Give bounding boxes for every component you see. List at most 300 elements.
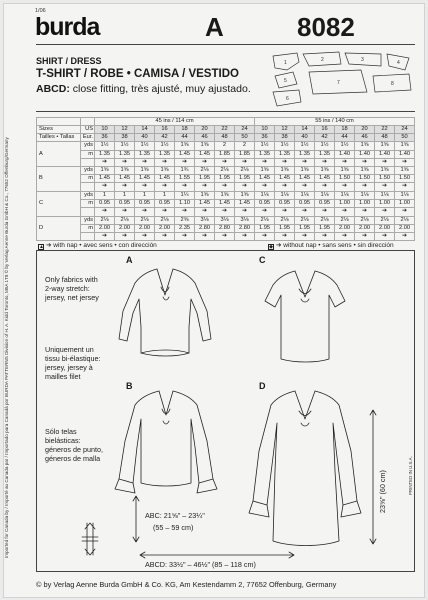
yardage-cell: 2⅛ <box>315 216 335 224</box>
yardage-table <box>36 117 415 241</box>
m-label: m <box>81 150 95 158</box>
yardage-cell: 1½ <box>155 142 175 150</box>
view-b-label: B <box>126 381 133 391</box>
nap-arrow-icon: ➔ <box>335 183 355 192</box>
yardage-cell: 1½ <box>135 142 155 150</box>
meters-cell: 1.45 <box>255 175 275 183</box>
view-d-meters-row <box>37 224 415 232</box>
yardage-cell: 1 <box>115 191 135 199</box>
sizes-label-fr-es: Tailles • Tallas <box>37 134 81 142</box>
us-size-cell: 16 <box>155 126 175 134</box>
us-size-cell: 22 <box>215 126 235 134</box>
nap-arrow-icon: ➔ <box>95 232 115 241</box>
yardage-cell: 1 <box>135 191 155 199</box>
nap-arrow-icon: ➔ <box>395 158 415 167</box>
view-label: A <box>37 142 81 167</box>
meters-cell: 1.45 <box>235 200 255 208</box>
eur-size-cell: 40 <box>295 134 315 142</box>
without-nap-legend <box>268 241 394 250</box>
brand-logo: burda <box>35 13 100 41</box>
nap-arrow-icon: ➔ <box>95 208 115 217</box>
meters-cell: 2.00 <box>155 224 175 232</box>
meters-cell: 1.55 <box>175 175 195 183</box>
meters-cell: 2.00 <box>395 224 415 232</box>
meters-cell: 1.35 <box>115 150 135 158</box>
yardage-cell: 2⅛ <box>115 216 135 224</box>
us-size-cell: 14 <box>135 126 155 134</box>
meters-cell: 1.50 <box>375 175 395 183</box>
nap-arrow-icon: ➔ <box>95 158 115 167</box>
title-multilingual: T-SHIRT / ROBE • CAMISA / VESTIDO <box>36 68 239 80</box>
yardage-cell: 1½ <box>295 142 315 150</box>
eur-size-cell: 44 <box>335 134 355 142</box>
piece-number: 8 <box>391 81 394 87</box>
eur-size-cell: 42 <box>315 134 335 142</box>
eur-size-cell: 48 <box>375 134 395 142</box>
meters-cell: 1.45 <box>295 175 315 183</box>
meters-cell: 1.50 <box>355 175 375 183</box>
fit-text: close fitting, très ajusté, muy ajustado. <box>69 83 251 95</box>
eur-size-cell: 38 <box>275 134 295 142</box>
nap-icon: ◆ <box>269 244 273 250</box>
meters-cell: 1.45 <box>195 200 215 208</box>
meters-cell: 1.35 <box>275 150 295 158</box>
meters-cell: 1.35 <box>295 150 315 158</box>
nap-arrow-icon: ➔ <box>395 232 415 241</box>
meters-cell: 0.95 <box>115 200 135 208</box>
meters-cell: 1.35 <box>155 150 175 158</box>
us-size-cell: 18 <box>335 126 355 134</box>
nap-arrow-icon: ➔ <box>315 208 335 217</box>
nap-arrow-icon: ➔ <box>315 232 335 241</box>
nap-arrow-icon: ➔ <box>215 158 235 167</box>
meters-cell: 1.85 <box>215 150 235 158</box>
meters-cell: 0.95 <box>275 200 295 208</box>
meters-cell: 1.35 <box>315 150 335 158</box>
nap-arrow-icon: ➔ <box>135 232 155 241</box>
nap-arrow-icon: ➔ <box>355 208 375 217</box>
view-a-meters-row <box>37 150 415 158</box>
yardage-cell: 2⅛ <box>135 216 155 224</box>
eur-size-cell: 38 <box>115 134 135 142</box>
yardage-cell: 1⅝ <box>355 142 375 150</box>
meters-cell: 2.00 <box>335 224 355 232</box>
printed-in-label <box>408 445 418 495</box>
eur-size-cell: 42 <box>155 134 175 142</box>
meters-cell: 1.40 <box>355 150 375 158</box>
view-d-label: D <box>259 381 266 391</box>
yardage-cell: 2⅝ <box>175 216 195 224</box>
eur-size-cell: 36 <box>255 134 275 142</box>
m-label: m <box>81 175 95 183</box>
us-size-cell: 18 <box>175 126 195 134</box>
with-nap-legend <box>38 241 157 250</box>
yardage-cell: 1⅝ <box>195 142 215 150</box>
meters-cell: 2.00 <box>375 224 395 232</box>
fabric-note-french: Uniquement un tissu bi-élastique: jersey, jersey à mailles filet <box>45 345 101 381</box>
nap-arrow-icon: ➔ <box>275 158 295 167</box>
piece-number: 7 <box>337 80 340 86</box>
view-c-yards-row <box>37 191 415 199</box>
yardage-cell: 2⅛ <box>375 216 395 224</box>
yardage-cell: 1⅛ <box>275 191 295 199</box>
d-length: 23⅝" (60 cm) <box>378 470 387 513</box>
printed-in-text: PRINTED IN U.S.A. <box>408 456 413 495</box>
nap-arrow-icon: ➔ <box>295 158 315 167</box>
yardage-cell: 1⅝ <box>315 167 335 175</box>
nap-arrow-icon: ➔ <box>275 208 295 217</box>
yardage-cell: 2⅛ <box>295 216 315 224</box>
meters-cell: 2.00 <box>355 224 375 232</box>
meters-cell: 2.00 <box>95 224 115 232</box>
yds-label: yds <box>81 142 95 150</box>
yardage-cell: 2⅛ <box>395 216 415 224</box>
view-a-label: A <box>126 255 133 265</box>
nap-arrow-icon: ➔ <box>155 208 175 217</box>
blank-cell <box>81 208 95 217</box>
yardage-cell: 2⅛ <box>215 167 235 175</box>
us-size-cell: 10 <box>95 126 115 134</box>
us-size-cell: 12 <box>275 126 295 134</box>
nap-arrow-icon: ➔ <box>375 158 395 167</box>
meters-cell: 1.45 <box>175 150 195 158</box>
view-c-meters-row <box>37 200 415 208</box>
yardage-table-body <box>37 118 415 241</box>
yardage-cell: 2⅛ <box>95 216 115 224</box>
nap-arrow-icon: ➔ <box>155 183 175 192</box>
nap-arrow-icon: ➔ <box>255 208 275 217</box>
nap-arrow-icon: ➔ <box>135 183 155 192</box>
meters-cell: 1.45 <box>275 175 295 183</box>
meters-cell: 0.95 <box>135 200 155 208</box>
nap-arrow-icon: ➔ <box>235 183 255 192</box>
nap-arrow-icon: ➔ <box>355 232 375 241</box>
fit-views: ABCD: <box>36 83 70 95</box>
meters-cell: 1.35 <box>95 150 115 158</box>
us-size-cell: 20 <box>195 126 215 134</box>
yardage-cell: 1⅝ <box>255 167 275 175</box>
yardage-cell: 2⅛ <box>155 216 175 224</box>
nap-arrow-icon: ➔ <box>195 208 215 217</box>
nap-arrow-icon: ➔ <box>135 208 155 217</box>
fabric-note-spanish: Sólo telas bielásticas: géneros de punto, géneros de malla <box>45 427 103 463</box>
nap-arrow-icon: ➔ <box>175 183 195 192</box>
meters-cell: 2.00 <box>115 224 135 232</box>
yardage-cell: 3⅛ <box>195 216 215 224</box>
nap-arrow-icon: ➔ <box>335 158 355 167</box>
meters-cell: 1.00 <box>335 200 355 208</box>
yardage-cell: 1⅝ <box>355 167 375 175</box>
yardage-cell: 1⅛ <box>335 191 355 199</box>
meters-cell: 1.45 <box>135 175 155 183</box>
meters-cell: 1.85 <box>235 150 255 158</box>
meters-cell: 1.45 <box>215 200 235 208</box>
blank-cell <box>81 118 95 126</box>
meters-cell: 1.95 <box>295 224 315 232</box>
m-label: m <box>81 200 95 208</box>
nap-arrow-icon: ➔ <box>115 158 135 167</box>
nap-arrow-icon: ➔ <box>275 183 295 192</box>
meters-cell: 1.00 <box>355 200 375 208</box>
nap-arrow-icon: ➔ <box>375 183 395 192</box>
meters-cell: 1.00 <box>395 200 415 208</box>
yardage-cell: 2⅛ <box>275 216 295 224</box>
nap-arrow-icon: ➔ <box>195 158 215 167</box>
issue-label: 1/06 <box>35 8 46 14</box>
eur-size-cell: 44 <box>175 134 195 142</box>
yds-label: yds <box>81 191 95 199</box>
eur-size-cell: 50 <box>235 134 255 142</box>
meters-cell: 2.35 <box>175 224 195 232</box>
yardage-cell: 1⅝ <box>135 167 155 175</box>
nap-arrow-icon: ➔ <box>355 183 375 192</box>
us-size-cell: 12 <box>115 126 135 134</box>
view-a-sketch <box>119 269 211 356</box>
blank-cell <box>37 118 81 126</box>
view-label: D <box>37 216 81 241</box>
piece-number: 3 <box>361 57 364 63</box>
meters-cell: 1.95 <box>275 224 295 232</box>
piece-number: 2 <box>321 57 324 63</box>
blank-cell <box>81 158 95 167</box>
meters-cell: 1.50 <box>335 175 355 183</box>
eur-size-cell: 40 <box>135 134 155 142</box>
difficulty-letter: A <box>205 12 224 42</box>
yardage-cell: 1⅛ <box>315 191 335 199</box>
divider <box>36 44 415 45</box>
nap-arrow-icon: ➔ <box>395 183 415 192</box>
nap-arrow-icon: ➔ <box>315 183 335 192</box>
yardage-cell: 1⅛ <box>375 191 395 199</box>
nap-arrow-icon: ➔ <box>315 158 335 167</box>
view-a-yards-row <box>37 142 415 150</box>
yardage-cell: 1⅝ <box>395 167 415 175</box>
nap-arrow-icon: ➔ <box>155 158 175 167</box>
length-arrow-icon <box>370 410 376 544</box>
meters-cell: 2.80 <box>195 224 215 232</box>
nap-arrow-icon: ➔ <box>295 208 315 217</box>
meters-cell: 1.35 <box>255 150 275 158</box>
us-size-cell: 16 <box>315 126 335 134</box>
meters-cell: 0.95 <box>155 200 175 208</box>
yardage-cell: 2⅛ <box>335 216 355 224</box>
meters-cell: 1.45 <box>115 175 135 183</box>
stretch-symbol-icon <box>82 523 98 555</box>
eur-size-cell: 36 <box>95 134 115 142</box>
meters-cell: 0.95 <box>295 200 315 208</box>
yardage-cell: 3⅛ <box>235 216 255 224</box>
view-c-sketch <box>265 271 345 362</box>
yds-label: yds <box>81 216 95 224</box>
yardage-cell: 2 <box>235 142 255 150</box>
yardage-cell: 1¾ <box>175 167 195 175</box>
width-55-header: 55 ins / 140 cm <box>255 118 415 126</box>
yardage-cell: 1⅝ <box>375 167 395 175</box>
piece-number: 6 <box>286 96 289 102</box>
us-size-cell: 10 <box>255 126 275 134</box>
illustration-panel <box>36 250 415 572</box>
meters-cell: 0.95 <box>255 200 275 208</box>
eur-sizes-row <box>37 134 415 142</box>
piece-number: 4 <box>397 60 400 66</box>
with-nap-text: ➔ with nap • avec sens • con dirección <box>46 242 157 249</box>
pattern-pieces-diagram <box>269 50 414 110</box>
meters-cell: 1.95 <box>195 175 215 183</box>
meters-cell: 1.45 <box>155 175 175 183</box>
without-nap-text: ➔ without nap • sans sens • sin dirección <box>276 242 394 249</box>
meters-cell: 1.95 <box>235 175 255 183</box>
width-45-header: 45 ins / 114 cm <box>95 118 255 126</box>
yardage-cell: 1⅝ <box>295 167 315 175</box>
view-a-arrow-row <box>37 158 415 167</box>
meters-cell: 2.80 <box>215 224 235 232</box>
us-size-cell: 22 <box>375 126 395 134</box>
yardage-cell: 2 <box>215 142 235 150</box>
nap-arrow-icon: ➔ <box>335 232 355 241</box>
yardage-cell: 1⅝ <box>235 191 255 199</box>
yardage-cell: 1⅝ <box>275 167 295 175</box>
copyright-line: © by Verlag Aenne Burda GmbH & Co. KG, Am Kestendamm 2, 77652 Offenburg, Germany <box>36 580 337 589</box>
nap-arrow-icon: ➔ <box>375 208 395 217</box>
nap-arrow-icon: ➔ <box>255 183 275 192</box>
eur-label: Eur. <box>81 134 95 142</box>
pattern-number: 8082 <box>297 12 355 42</box>
view-b-meters-row <box>37 175 415 183</box>
title-english: SHIRT / DRESS <box>36 56 102 66</box>
meters-cell: 2.00 <box>135 224 155 232</box>
yardage-cell: 2⅛ <box>195 167 215 175</box>
yardage-cell: 1⅝ <box>175 142 195 150</box>
us-size-cell: 20 <box>355 126 375 134</box>
width-header-row <box>37 118 415 126</box>
nap-arrow-icon: ➔ <box>255 232 275 241</box>
nap-arrow-icon: ➔ <box>275 232 295 241</box>
nap-arrow-icon: ➔ <box>215 183 235 192</box>
view-c-arrow-row <box>37 208 415 217</box>
nap-arrow-icon: ➔ <box>155 232 175 241</box>
eur-size-cell: 46 <box>195 134 215 142</box>
view-b-yards-row <box>37 167 415 175</box>
nap-arrow-icon: ➔ <box>235 158 255 167</box>
eur-size-cell: 50 <box>395 134 415 142</box>
yardage-cell: 1⅝ <box>215 191 235 199</box>
yardage-cell: 1⅝ <box>155 167 175 175</box>
meters-cell: 1.95 <box>215 175 235 183</box>
nap-arrow-icon: ➔ <box>195 232 215 241</box>
yardage-cell: 1½ <box>95 142 115 150</box>
yardage-cell: 2⅛ <box>355 216 375 224</box>
width-arrow-icon <box>140 552 294 558</box>
nap-arrow-icon: ➔ <box>215 232 235 241</box>
yds-label: yds <box>81 167 95 175</box>
nap-arrow-icon: ➔ <box>255 158 275 167</box>
meters-cell: 2.80 <box>235 224 255 232</box>
abc-length: ABC: 21⅝" – 23¼" <box>145 511 205 520</box>
yardage-cell: 2⅛ <box>235 167 255 175</box>
meters-cell: 1.00 <box>375 200 395 208</box>
sizes-label: Sizes <box>37 126 81 134</box>
yardage-cell: 1⅝ <box>395 142 415 150</box>
view-d-sketch <box>249 391 361 546</box>
nap-arrow-icon: ➔ <box>115 183 135 192</box>
fit-description <box>36 83 251 95</box>
nap-arrow-icon: ➔ <box>355 158 375 167</box>
yardage-cell: 1½ <box>315 142 335 150</box>
us-label: US <box>81 126 95 134</box>
yardage-cell: 2⅛ <box>255 216 275 224</box>
nap-arrow-icon: ➔ <box>335 208 355 217</box>
nap-icon: ▲ <box>39 244 44 250</box>
meters-cell: 1.45 <box>195 150 215 158</box>
yardage-cell: 1⅝ <box>195 191 215 199</box>
view-d-arrow-row <box>37 232 415 241</box>
yardage-cell: 1 <box>155 191 175 199</box>
yardage-cell: 1 <box>95 191 115 199</box>
nap-arrow-icon: ➔ <box>115 232 135 241</box>
abcd-width: ABCD: 33½" – 46½" (85 – 118 cm) <box>145 560 256 569</box>
yardage-cell: 1¼ <box>175 191 195 199</box>
nap-arrow-icon: ➔ <box>115 208 135 217</box>
nap-arrow-icon: ➔ <box>195 183 215 192</box>
yardage-cell: 1⅛ <box>255 191 275 199</box>
view-d-yards-row <box>37 216 415 224</box>
yardage-cell: 1⅝ <box>335 167 355 175</box>
piece-number: 5 <box>284 78 287 84</box>
nap-arrow-icon: ➔ <box>215 208 235 217</box>
meters-cell: 1.35 <box>135 150 155 158</box>
meters-cell: 1.95 <box>255 224 275 232</box>
nap-arrow-icon: ➔ <box>235 232 255 241</box>
nap-arrow-icon: ➔ <box>135 158 155 167</box>
meters-cell: 1.45 <box>315 175 335 183</box>
nap-arrow-icon: ➔ <box>375 232 395 241</box>
yardage-cell: 1½ <box>115 142 135 150</box>
meters-cell: 1.50 <box>395 175 415 183</box>
abc-length-cm: (55 – 59 cm) <box>153 523 194 532</box>
blank-cell <box>81 183 95 192</box>
meters-cell: 1.45 <box>95 175 115 183</box>
us-size-cell: 24 <box>395 126 415 134</box>
meters-cell: 1.40 <box>375 150 395 158</box>
view-b-arrow-row <box>37 183 415 192</box>
yardage-cell: 3⅛ <box>215 216 235 224</box>
yardage-cell: 1½ <box>275 142 295 150</box>
us-size-cell: 24 <box>235 126 255 134</box>
yardage-cell: 1⅛ <box>395 191 415 199</box>
view-b-sketch <box>115 391 217 493</box>
nap-arrow-icon: ➔ <box>295 183 315 192</box>
us-sizes-row <box>37 126 415 134</box>
length-arrow-icon <box>133 496 139 542</box>
import-notice <box>4 137 16 558</box>
nap-arrow-icon: ➔ <box>175 232 195 241</box>
yardage-cell: 1⅝ <box>375 142 395 150</box>
yardage-cell: 1½ <box>335 142 355 150</box>
eur-size-cell: 48 <box>215 134 235 142</box>
view-label: C <box>37 191 81 216</box>
us-size-cell: 14 <box>295 126 315 134</box>
nap-arrow-icon: ➔ <box>175 208 195 217</box>
nap-arrow-icon: ➔ <box>235 208 255 217</box>
yardage-cell: 1½ <box>255 142 275 150</box>
divider <box>36 111 415 112</box>
view-label: B <box>37 167 81 192</box>
nap-arrow-icon: ➔ <box>175 158 195 167</box>
yardage-cell: 1⅝ <box>95 167 115 175</box>
meters-cell: 1.10 <box>175 200 195 208</box>
fabric-note-english: Only fabrics with 2-way stretch: jersey, net jersey <box>45 275 99 302</box>
import-notice-text: Imported for Canada by / Importé au Canada par / Importado para Canadá por BURDA PATTERNS Division of H. A. Kidd Toronto, M5A 1T8 © by Verlag Aenne Burda GmbH & Co., 77652 Offenburg/Germany <box>4 137 9 558</box>
